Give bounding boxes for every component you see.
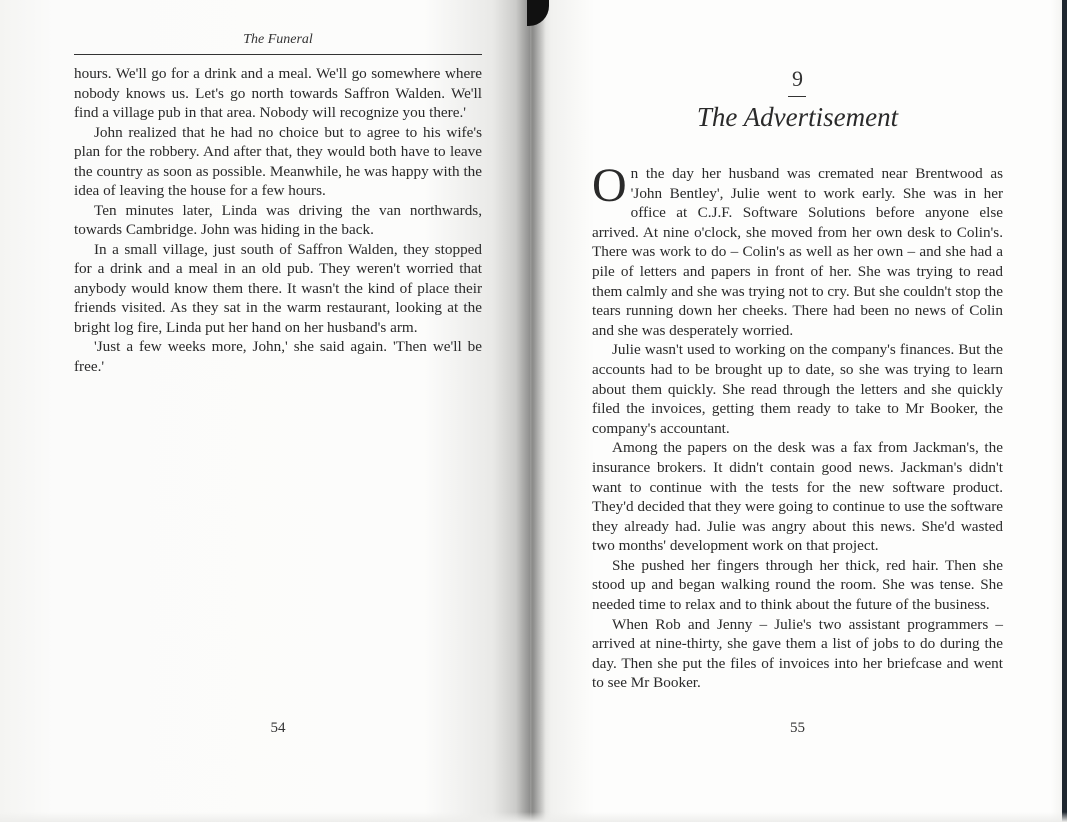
paragraph: 'Just a few weeks more, John,' she said again. 'Then we'll be free.'	[74, 338, 482, 375]
running-head-rule	[74, 54, 482, 55]
first-paragraph-text: n the day her husband was cremated near Brentwood as 'John Bentley', Julie went to work early. She was in her office at C.J.F. Software Solutions before anyone else arrived. At nine o'clock, she moved from her own desk to Colin's. There was work to do – Colin's as well as her own – and she had a pile of letters and papers in front of her. She was trying to read them calmly and she was trying not to cry. But she couldn't stop the tears running down her cheeks. There had been no news of Colin and she was desperately worried.	[592, 165, 1003, 339]
page-number-right: 55	[790, 720, 805, 736]
bottom-edge	[0, 812, 1067, 822]
paragraph: Ten minutes later, Linda was driving the van northwards, towards Cambridge. John was hiding in the back.	[74, 201, 482, 238]
chapter-title: The Advertisement	[696, 102, 899, 132]
first-paragraph	[592, 159, 1003, 340]
right-page-body	[592, 159, 1003, 693]
paragraph: John realized that he had no choice but to agree to his wife's plan for the robbery. And after that, they would both have to leave the country as soon as possible. Meanwhile, he was happy with the idea of leaving the house for a few hours.	[74, 123, 482, 199]
paragraph: She pushed her fingers through her thick, red hair. Then she stood up and began walking round the room. She was tense. She needed time to relax and to think about the future of the business.	[592, 556, 1003, 614]
paragraph: Julie wasn't used to working on the company's finances. But the accounts had to be brought up to date, so she was trying to learn about them quickly. She read through the letters and she quickly filed the invoices, getting them ready to take to Mr Booker, the company's accountant.	[592, 341, 1003, 437]
chapter-number: 9	[792, 66, 803, 91]
paragraph: Among the papers on the desk was a fax from Jackman's, the insurance brokers. It didn't contain good news. Jackman's didn't want to continue with the tests for the new software product. They'd decided that they were going to continue to use the software they already had. Julie was angry about this news. She'd wasted two months' development work on that project.	[592, 439, 1003, 555]
chapter-number-rule	[788, 96, 806, 97]
paragraph: When Rob and Jenny – Julie's two assistant programmers – arrived at nine-thirty, she gave them a list of jobs to do during the day. Then she put the files of invoices into her briefcase and went to see Mr Booker.	[592, 615, 1003, 692]
page-number-left: 54	[270, 720, 286, 736]
running-head: The Funeral	[243, 32, 313, 47]
page-edge	[1062, 0, 1067, 822]
drop-cap: O	[592, 159, 627, 212]
paragraph: In a small village, just south of Saffron Walden, they stopped for a drink and a meal in an old pub. They weren't worried that anybody would know them there. It wasn't the kind of place their friends visited. As they sat in the warm restaurant, looking at the bright log fire, Linda put her hand on her husband's arm.	[74, 240, 482, 336]
left-page-body	[74, 64, 482, 376]
paragraph: hours. We'll go for a drink and a meal. We'll go somewhere where nobody knows us. Let's go north towards Saffron Walden. We'll find a village pub in that area. Nobody will recognize you there.'	[74, 65, 482, 121]
book-gutter	[516, 0, 546, 822]
